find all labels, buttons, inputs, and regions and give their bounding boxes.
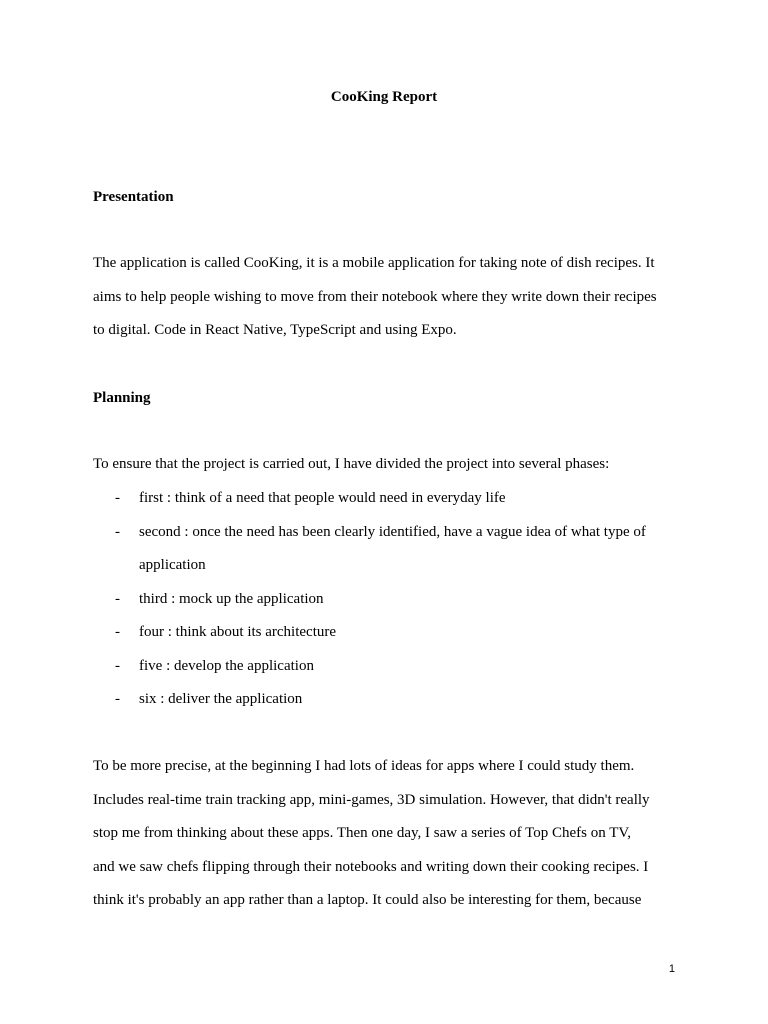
page-number: 1 — [668, 963, 675, 975]
paragraph-line: To ensure that the project is carried out, I have divided the project into several phases: — [93, 456, 610, 472]
planning-intro — [93, 448, 683, 482]
list-item — [93, 650, 693, 684]
phases-list — [93, 482, 693, 717]
list-item-text: four : think about its architecture — [139, 624, 337, 640]
list-marker: - — [115, 691, 120, 707]
list-marker: - — [115, 624, 120, 640]
list-item — [93, 683, 693, 717]
planning-paragraph — [93, 750, 683, 918]
paragraph-line: to digital. Code in React Native, TypeScript and using Expo. — [93, 322, 457, 339]
paragraph-line: To be more precise, at the beginning I had lots of ideas for apps where I could study them. — [93, 758, 635, 774]
paragraph-line: and we saw chefs flipping through their notebooks and writing down their cooking recipes. I — [93, 858, 649, 875]
document-title: CooKing Report — [330, 89, 438, 105]
list-item-text: third : mock up the application — [139, 590, 324, 607]
list-item-text: application — [139, 557, 206, 573]
list-item — [93, 482, 693, 516]
list-item — [93, 616, 693, 650]
paragraph-line: The application is called CooKing, it is a mobile application for taking note of dish recipes. It — [93, 255, 655, 271]
section-heading-presentation: Presentation — [93, 189, 174, 205]
list-item — [93, 516, 693, 583]
list-marker: - — [115, 590, 120, 607]
list-item-text: six : deliver the application — [139, 691, 303, 707]
paragraph-line: think it's probably an app rather than a laptop. It could also be interesting for them, because — [93, 892, 642, 909]
section-heading-planning: Planning — [93, 390, 151, 406]
list-marker: - — [115, 657, 120, 674]
paragraph-line: aims to help people wishing to move from their notebook where they write down their recipes — [93, 288, 657, 305]
list-item-text: first : think of a need that people would need in everyday life — [139, 490, 506, 506]
list-item-text: five : develop the application — [139, 657, 314, 674]
paragraph-line: Includes real-time train tracking app, mini-games, 3D simulation. However, that didn't really — [93, 791, 650, 808]
list-item — [93, 583, 693, 617]
presentation-paragraph — [93, 247, 683, 348]
list-marker: - — [115, 490, 120, 506]
list-item-text: second : once the need has been clearly identified, have a vague idea of what type of — [139, 523, 646, 540]
paragraph-line: stop me from thinking about these apps. Then one day, I saw a series of Top Chefs on TV, — [93, 825, 632, 842]
list-marker: - — [115, 523, 120, 540]
